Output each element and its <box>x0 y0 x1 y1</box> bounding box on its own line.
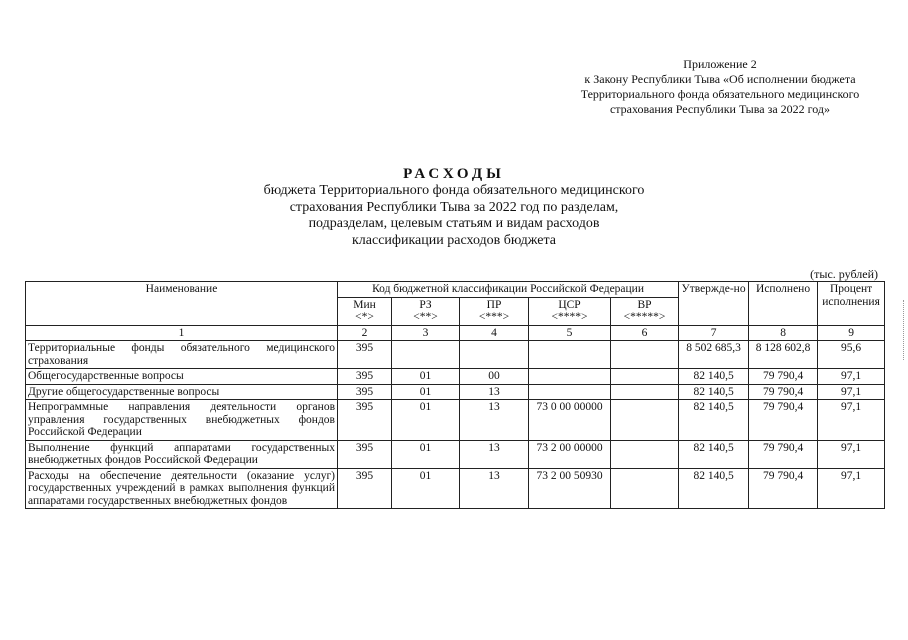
header-rz: РЗ <**> <box>392 297 460 325</box>
expenses-table <box>25 281 885 509</box>
row-executed: 79 790,4 <box>749 468 818 509</box>
column-number: 2 <box>338 325 392 341</box>
row-min: 395 <box>338 468 392 509</box>
column-number: 9 <box>818 325 885 341</box>
scan-edge-mark <box>902 300 904 360</box>
row-min: 395 <box>338 400 392 441</box>
row-percent: 95,6 <box>818 341 885 369</box>
row-csr <box>529 369 611 385</box>
column-number: 4 <box>460 325 529 341</box>
row-vr <box>611 341 679 369</box>
row-name: Другие общегосударственные вопросы <box>26 384 338 400</box>
row-executed: 79 790,4 <box>749 384 818 400</box>
header-approved: Утвержде-но <box>679 282 749 326</box>
row-rz: 01 <box>392 400 460 441</box>
row-executed: 8 128 602,8 <box>749 341 818 369</box>
header-csr: ЦСР <****> <box>529 297 611 325</box>
table-row <box>26 341 885 369</box>
header-pr: ПР <***> <box>460 297 529 325</box>
row-percent: 97,1 <box>818 384 885 400</box>
row-pr <box>460 341 529 369</box>
header-percent: Процент исполнения <box>818 282 885 326</box>
row-executed: 79 790,4 <box>749 440 818 468</box>
row-name: Выполнение функций аппаратами государственных внебюджетных фондов Российской Федерации <box>26 440 338 468</box>
heading-line-2: страхования Республики Тыва за 2022 год по разделам, <box>289 199 619 215</box>
heading-line-3: подразделам, целевым статьям и видам расходов <box>308 216 600 231</box>
row-vr <box>611 369 679 385</box>
table-row <box>26 384 885 400</box>
header-vr: ВР <*****> <box>611 297 679 325</box>
row-min: 395 <box>338 384 392 400</box>
row-percent: 97,1 <box>818 369 885 385</box>
row-min: 395 <box>338 341 392 369</box>
row-rz: 01 <box>392 440 460 468</box>
header-min: Мин <*> <box>338 297 392 325</box>
column-number: 5 <box>529 325 611 341</box>
heading-line-4: классификации расходов бюджета <box>351 232 556 248</box>
row-pr: 13 <box>460 400 529 441</box>
column-number: 6 <box>611 325 679 341</box>
row-min: 395 <box>338 369 392 385</box>
row-csr <box>529 384 611 400</box>
column-number-row <box>26 325 885 341</box>
appendix-note <box>560 57 880 117</box>
row-csr: 73 2 00 00000 <box>529 440 611 468</box>
units-label: (тыс. рублей) <box>810 267 878 281</box>
row-rz: 01 <box>392 468 460 509</box>
table-row <box>26 468 885 509</box>
table-row <box>26 440 885 468</box>
row-vr <box>611 400 679 441</box>
row-percent: 97,1 <box>818 440 885 468</box>
table-row <box>26 369 885 385</box>
column-number: 8 <box>749 325 818 341</box>
column-number: 3 <box>392 325 460 341</box>
row-vr <box>611 384 679 400</box>
row-executed: 79 790,4 <box>749 400 818 441</box>
document-heading <box>180 165 728 249</box>
row-approved: 8 502 685,3 <box>679 341 749 369</box>
document-title: РАСХОДЫ <box>403 166 505 182</box>
row-rz: 01 <box>392 384 460 400</box>
row-csr: 73 2 00 50930 <box>529 468 611 509</box>
row-name: Общегосударственные вопросы <box>26 369 338 385</box>
row-percent: 97,1 <box>818 400 885 441</box>
row-approved: 82 140,5 <box>679 468 749 509</box>
row-name: Расходы на обеспечение деятельности (оказание услуг) государственных учреждений в рамках выполнения функций аппаратами государственных внебюджетных фондов <box>26 468 338 509</box>
row-vr <box>611 468 679 509</box>
row-pr: 13 <box>460 440 529 468</box>
row-vr <box>611 440 679 468</box>
header-row-1 <box>26 282 885 298</box>
row-rz <box>392 341 460 369</box>
column-number: 7 <box>679 325 749 341</box>
row-rz: 01 <box>392 369 460 385</box>
row-csr: 73 0 00 00000 <box>529 400 611 441</box>
appendix-line-2: к Закону Республики Тыва «Об исполнении бюджета <box>584 72 856 86</box>
header-code-group: Код бюджетной классификации Российской Федерации <box>338 282 679 298</box>
table-row <box>26 400 885 441</box>
row-min: 395 <box>338 440 392 468</box>
appendix-line-4: страхования Республики Тыва за 2022 год» <box>609 102 831 116</box>
row-percent: 97,1 <box>818 468 885 509</box>
header-name: Наименование <box>26 282 338 326</box>
row-name: Непрограммные направления деятельности органов управления государственных внебюджетных фондов Российской Федерации <box>26 400 338 441</box>
row-approved: 82 140,5 <box>679 440 749 468</box>
row-pr: 00 <box>460 369 529 385</box>
row-executed: 79 790,4 <box>749 369 818 385</box>
row-approved: 82 140,5 <box>679 369 749 385</box>
appendix-line-3: Территориального фонда обязательного медицинского <box>580 87 860 101</box>
row-csr <box>529 341 611 369</box>
heading-line-1: бюджета Территориального фонда обязательного медицинского <box>263 183 645 198</box>
header-executed: Исполнено <box>749 282 818 326</box>
row-approved: 82 140,5 <box>679 400 749 441</box>
column-number: 1 <box>26 325 338 341</box>
row-approved: 82 140,5 <box>679 384 749 400</box>
appendix-line-1: Приложение 2 <box>683 57 757 71</box>
row-name: Территориальные фонды обязательного медицинского страхования <box>26 341 338 369</box>
row-pr: 13 <box>460 468 529 509</box>
row-pr: 13 <box>460 384 529 400</box>
